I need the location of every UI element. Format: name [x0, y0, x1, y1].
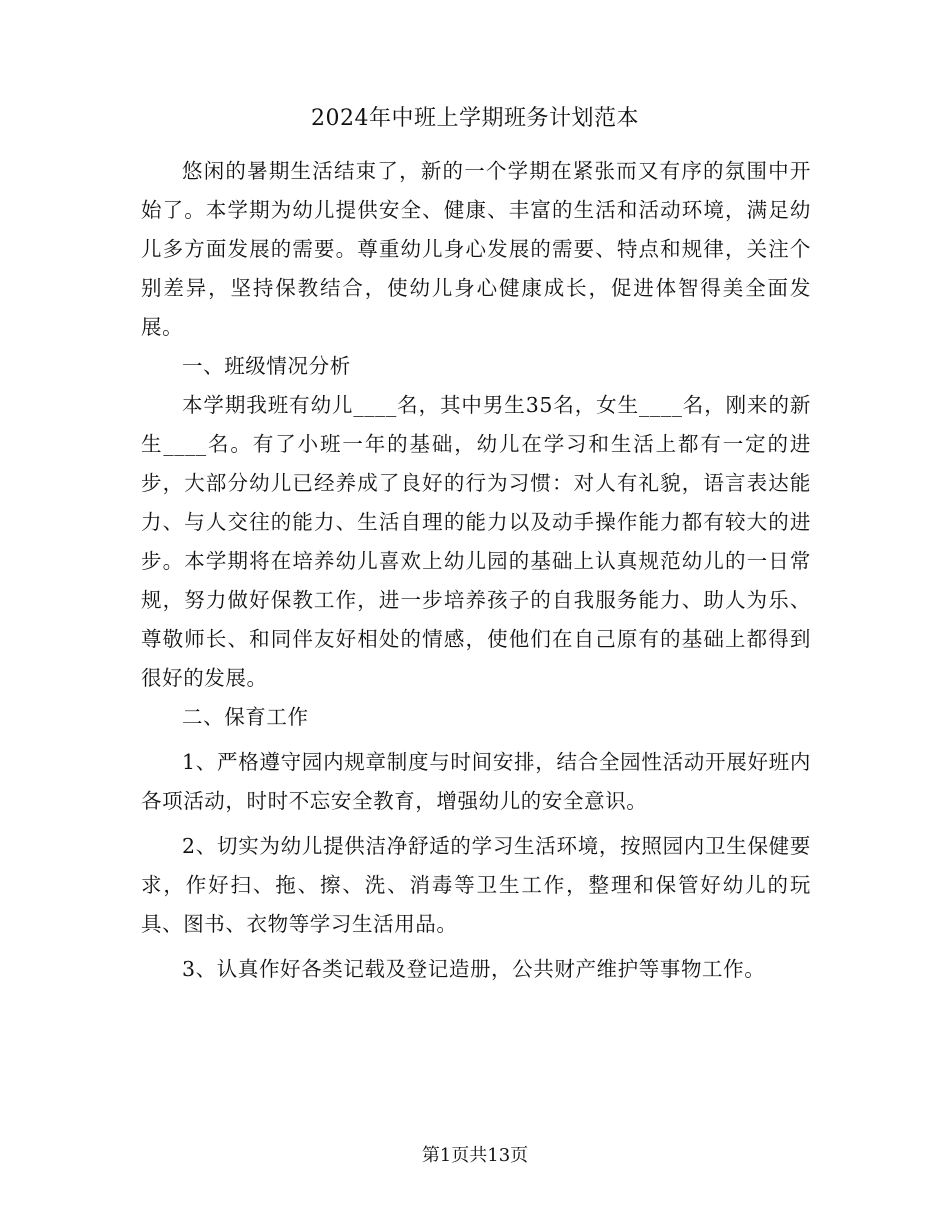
paragraph-care-item-1: 1、严格遵守园内规章制度与时间安排，结合全园性活动开展好班内各项活动，时时不忘安全教育，增强幼儿的安全意识。: [141, 750, 811, 813]
page-number-footer: 第1页共13页: [421, 1145, 529, 1166]
paragraph-care-item-2: 2、切实为幼儿提供洁净舒适的学习生活环境，按照园内卫生保健要求，作好扫、拖、擦、洗、消毒等卫生工作，整理和保管好幼儿的玩具、图书、衣物等学习生活用品。: [141, 834, 811, 936]
heading-care-work: 二、保育工作: [182, 705, 309, 729]
paragraph-class-analysis: 本学期我班有幼儿____名，其中男生35名，女生____名，刚来的新生____名。有了小班一年的基础，幼儿在学习和生活上都有一定的进步，大部分幼儿已经养成了良好的行为习惯：对人有礼貌，语言表达能力、与人交往的能力、生活自理的能力以及动手操作能力都有较大的进步。本学期将在培养幼儿喜欢上幼儿园的基础上认真规范幼儿的一日常规，努力做好保教工作，进一步培养孩子的自我服务能力、助人为乐、尊敬师长、和同伴友好相处的情感，使他们在自己原有的基础上都得到很好的发展。: [141, 393, 811, 690]
document-body: [141, 152, 811, 989]
document-title: 2024年中班上学期班务计划范本: [311, 106, 639, 131]
heading-class-analysis: 一、班级情况分析: [182, 354, 351, 378]
paragraph-care-item-3: 3、认真作好各类记载及登记造册，公共财产维护等事物工作。: [182, 957, 766, 981]
paragraph-intro: 悠闲的暑期生活结束了，新的一个学期在紧张而又有序的氛围中开始了。本学期为幼儿提供安全、健康、丰富的生活和活动环境，满足幼儿多方面发展的需要。尊重幼儿身心发展的需要、特点和规律，关注个别差异，坚持保教结合，使幼儿身心健康成长，促进体智得美全面发展。: [141, 159, 811, 339]
